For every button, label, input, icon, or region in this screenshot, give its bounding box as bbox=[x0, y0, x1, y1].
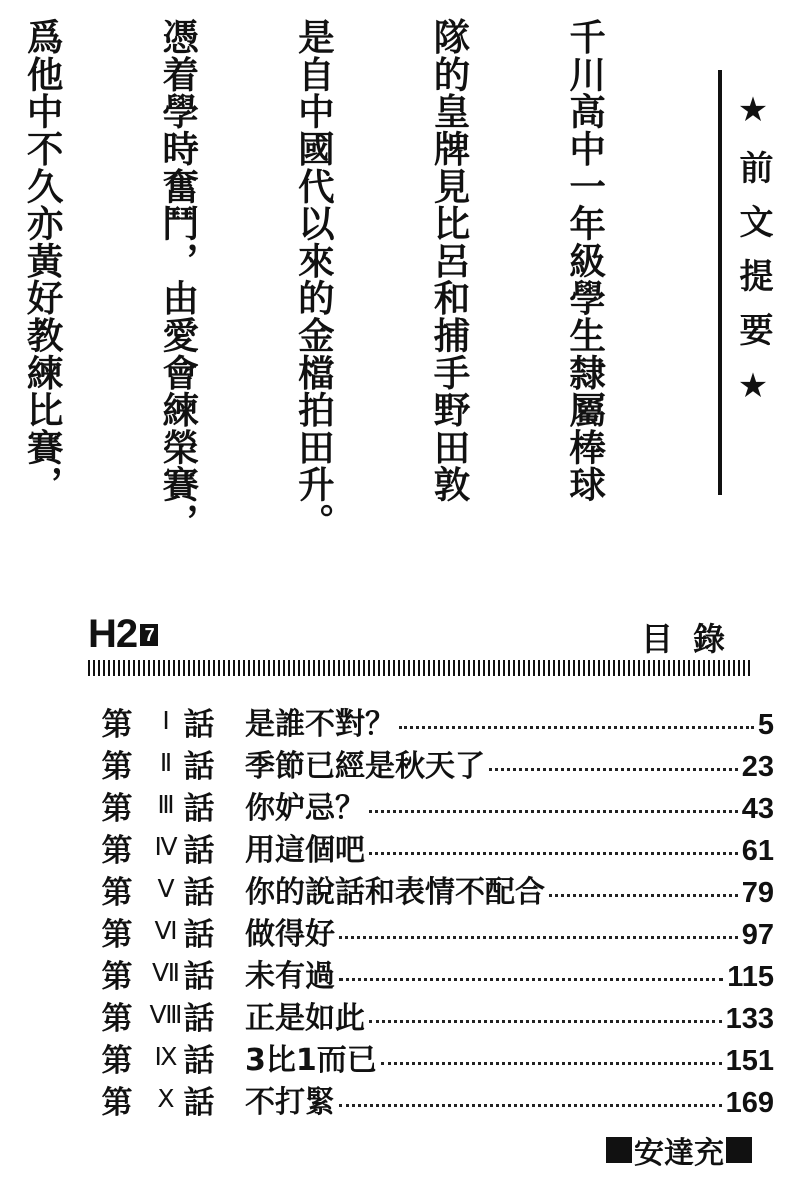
dot-leader bbox=[339, 936, 738, 939]
page-number: 151 bbox=[725, 1045, 774, 1077]
page-number: 23 bbox=[741, 751, 774, 783]
toc-entry[interactable] bbox=[100, 1078, 780, 1120]
toc-entry[interactable] bbox=[100, 910, 780, 952]
page-number: 169 bbox=[725, 1087, 774, 1119]
toc-entry[interactable] bbox=[100, 784, 780, 826]
chapter-number: Ⅹ bbox=[157, 1086, 175, 1113]
chapter-number: Ⅴ bbox=[157, 876, 175, 903]
dot-leader bbox=[381, 1062, 722, 1065]
chapter-suffix: 話 bbox=[183, 832, 215, 869]
chapter-suffix: 話 bbox=[183, 748, 215, 785]
summary-divider bbox=[718, 70, 722, 495]
synopsis-column: 憑着學時奮鬥，由愛會練榮賽， bbox=[156, 18, 200, 541]
black-square-icon bbox=[726, 1137, 752, 1163]
toc-entry[interactable] bbox=[100, 868, 780, 910]
chapter-number: Ⅳ bbox=[154, 834, 178, 861]
chapter-title: 正是如此 bbox=[245, 1001, 365, 1036]
chapter-title: 做得好 bbox=[245, 917, 335, 952]
toc-entry[interactable] bbox=[100, 742, 780, 784]
summary-title: ★前文提要★ bbox=[733, 90, 773, 426]
dot-leader bbox=[339, 1104, 722, 1107]
chapter-number: Ⅶ bbox=[152, 960, 180, 987]
author-name: 安達充 bbox=[634, 1136, 724, 1171]
chapter-prefix: 第 bbox=[101, 748, 133, 785]
page-number: 115 bbox=[727, 961, 774, 993]
chapter-title: 3比1而已 bbox=[245, 1043, 377, 1078]
chapter-title: 是誰不對？ bbox=[245, 707, 395, 742]
chapter-suffix: 話 bbox=[183, 916, 215, 953]
dot-leader bbox=[369, 1020, 722, 1023]
black-square-icon bbox=[606, 1137, 632, 1163]
chapter-title: 用這個吧 bbox=[245, 833, 365, 868]
chapter-prefix: 第 bbox=[101, 958, 133, 995]
chapter-prefix: 第 bbox=[101, 916, 133, 953]
chapter-suffix: 話 bbox=[183, 1084, 215, 1121]
synopsis-column: 是自中國代以來的金檔拍田升。 bbox=[292, 18, 336, 541]
page-number: 5 bbox=[757, 709, 774, 741]
chapter-suffix: 話 bbox=[183, 790, 215, 827]
chapter-suffix: 話 bbox=[183, 958, 215, 995]
page-number: 79 bbox=[741, 877, 774, 909]
synopsis-column: 爲他中不久亦黃好教練比賽， bbox=[21, 18, 65, 503]
chapter-number: Ⅱ bbox=[159, 750, 173, 777]
chapter-number: Ⅸ bbox=[154, 1044, 178, 1071]
series-logo bbox=[88, 612, 158, 657]
chapter-title: 你的說話和表情不配合 bbox=[245, 875, 545, 910]
chapter-title: 你妒忌？ bbox=[245, 791, 365, 826]
chapter-suffix: 話 bbox=[183, 1000, 215, 1037]
chapter-prefix: 第 bbox=[101, 874, 133, 911]
chapter-suffix: 話 bbox=[183, 874, 215, 911]
chapter-title: 未有過 bbox=[245, 959, 335, 994]
chapter-prefix: 第 bbox=[101, 832, 133, 869]
page-number: 43 bbox=[741, 793, 774, 825]
chapter-title: 不打緊 bbox=[245, 1085, 335, 1120]
toc-title: 目錄 bbox=[640, 620, 745, 658]
dot-leader bbox=[399, 726, 754, 729]
synopsis-column: 隊的皇牌見比呂和捕手野田敦 bbox=[427, 18, 471, 503]
chapter-suffix: 話 bbox=[183, 706, 215, 743]
chapter-prefix: 第 bbox=[101, 1084, 133, 1121]
dot-leader bbox=[339, 978, 723, 981]
synopsis-column: 千川高中一年級學生隸屬棒球 bbox=[563, 18, 607, 503]
page-number: 61 bbox=[741, 835, 774, 867]
dot-leader bbox=[489, 768, 738, 771]
toc-entry[interactable] bbox=[100, 700, 780, 742]
toc-entry[interactable] bbox=[100, 994, 780, 1036]
toc-list bbox=[100, 700, 780, 1120]
page-number: 133 bbox=[725, 1003, 774, 1035]
dot-leader bbox=[369, 810, 738, 813]
chapter-prefix: 第 bbox=[101, 790, 133, 827]
chapter-prefix: 第 bbox=[101, 1042, 133, 1079]
dot-leader bbox=[549, 894, 738, 897]
chapter-prefix: 第 bbox=[101, 1000, 133, 1037]
page-number: 97 bbox=[741, 919, 774, 951]
dot-leader bbox=[369, 852, 738, 855]
logo-text: H2 bbox=[88, 612, 138, 656]
volume-badge: 7 bbox=[140, 624, 158, 646]
chapter-number: Ⅲ bbox=[157, 792, 175, 819]
chapter-number: Ⅷ bbox=[149, 1002, 183, 1029]
toc-entry[interactable] bbox=[100, 826, 780, 868]
toc-entry[interactable] bbox=[100, 952, 780, 994]
chapter-number: Ⅰ bbox=[162, 708, 170, 735]
chapter-title: 季節已經是秋天了 bbox=[245, 749, 485, 784]
hatched-divider bbox=[88, 660, 752, 676]
chapter-prefix: 第 bbox=[101, 706, 133, 743]
chapter-number: Ⅵ bbox=[154, 918, 178, 945]
author-credit bbox=[606, 1128, 752, 1172]
chapter-suffix: 話 bbox=[183, 1042, 215, 1079]
synopsis-text bbox=[0, 18, 698, 543]
toc-entry[interactable] bbox=[100, 1036, 780, 1078]
